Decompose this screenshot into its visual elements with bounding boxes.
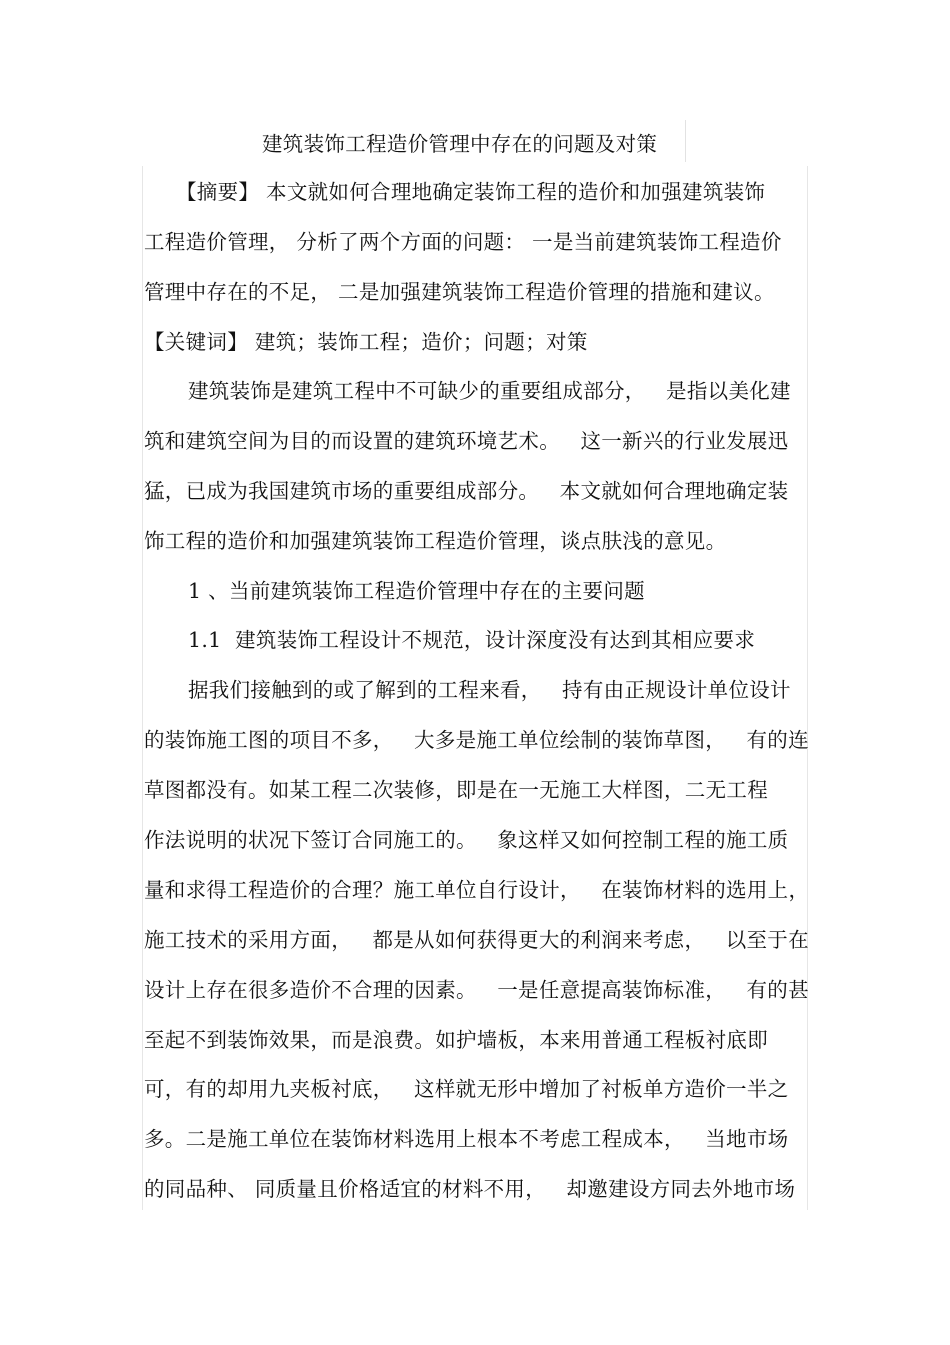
subsection-heading: 1.1 建筑装饰工程设计不规范，设计深度没有达到其相应要求 (188, 628, 756, 652)
paragraph-line: 饰工程的造价和加强建筑装饰工程造价管理，谈点肤浅的意见。 (144, 529, 727, 553)
paragraph-line: 草图都没有。如某工程二次装修，即是在一无施工大样图，二无工程 (144, 778, 768, 802)
paragraph-line: 建筑装饰是建筑工程中不可缺少的重要组成部分， 是指以美化建 (188, 379, 791, 403)
keywords-line: 【关键词】 建筑；装饰工程；造价；问题；对策 (144, 330, 588, 354)
paragraph-line: 量和求得工程造价的合理？施工单位自行设计， 在装饰材料的选用上， (144, 878, 810, 902)
paragraph-line: 设计上存在很多造价不合理的因素。 一是任意提高装饰标准， 有的甚 (144, 978, 809, 1002)
document-title: 建筑装饰工程造价管理中存在的问题及对策 (262, 132, 658, 156)
section-heading: 1 、当前建筑装饰工程造价管理中存在的主要问题 (188, 579, 645, 603)
paragraph-line: 猛，已成为我国建筑市场的重要组成部分。 本文就如何合理地确定装 (144, 479, 789, 503)
paragraph-line: 筑和建筑空间为目的而设置的建筑环境艺术。 这一新兴的行业发展迅 (144, 429, 789, 453)
paragraph-line: 的同品种、 同质量且价格适宜的材料不用， 却邀建设方同去外地市场 (144, 1177, 796, 1201)
paragraph-line: 的装饰施工图的项目不多， 大多是施工单位绘制的装饰草图， 有的连 (144, 728, 809, 752)
abstract-line-1: 【摘要】 本文就如何合理地确定装饰工程的造价和加强建筑装饰 (176, 180, 766, 204)
paragraph-line: 至起不到装饰效果，而是浪费。如护墙板，本来用普通工程板衬底即 (144, 1028, 768, 1052)
paragraph-line: 施工技术的采用方面， 都是从如何获得更大的利润来考虑， 以至于在 (144, 928, 809, 952)
paragraph-line: 作法说明的状况下签订合同施工的。 象这样又如何控制工程的施工质 (144, 828, 789, 852)
abstract-line-2: 工程造价管理， 分析了两个方面的问题： 一是当前建筑装饰工程造价 (144, 230, 782, 254)
abstract-line-3: 管理中存在的不足， 二是加强建筑装饰工程造价管理的措施和建议。 (144, 280, 775, 304)
paragraph-line: 据我们接触到的或了解到的工程来看， 持有由正规设计单位设计 (188, 678, 791, 702)
paragraph-line: 多。二是施工单位在装饰材料选用上根本不考虑工程成本， 当地市场 (144, 1127, 789, 1151)
paragraph-line: 可，有的却用九夹板衬底， 这样就无形中增加了衬板单方造价一半之 (144, 1077, 789, 1101)
